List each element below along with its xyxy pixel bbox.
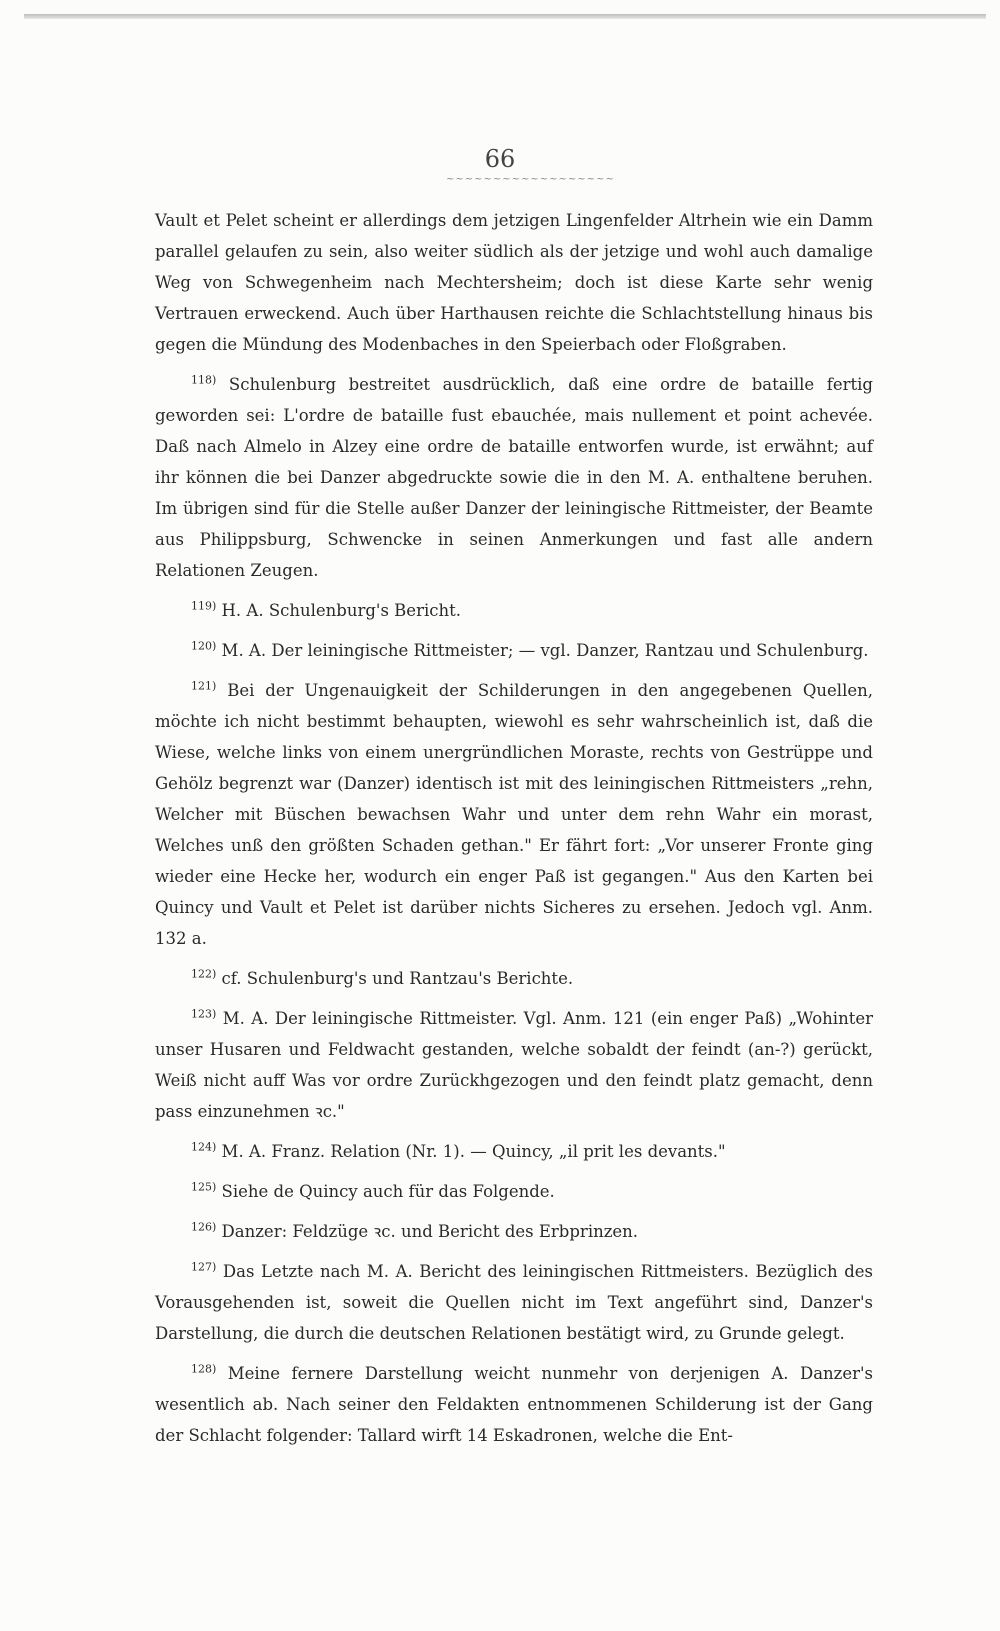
footnote-120 <box>155 635 873 666</box>
footnote-text: M. A. Der leiningische Rittmeister. Vgl. Anm. 121 (ein enger Paß) „Wohinter unser Husaren und Feldwacht gestanden, welche sobaldt der feindt (an-?) gerückt, Weiß nicht auff Was vor ordre Zurückhgezogen und den feindt platz gemacht, denn pass einzunehmen ꝛc." <box>155 1009 873 1121</box>
page-number: 66 <box>484 145 516 173</box>
footnote-number: 128) <box>191 1362 217 1376</box>
footnote-125 <box>155 1176 873 1207</box>
footnote-number: 123) <box>191 1007 217 1021</box>
footnote-121 <box>155 675 873 954</box>
footnote-number: 126) <box>191 1220 217 1234</box>
page-number-ornament: ~~~~~~~~~~~~~~~~~~ <box>446 174 615 185</box>
scan-top-edge <box>24 14 986 19</box>
footnote-124 <box>155 1136 873 1167</box>
footnote-text: cf. Schulenburg's und Rantzau's Berichte. <box>221 969 574 988</box>
footnote-122 <box>155 963 873 994</box>
footnote-number: 118) <box>191 373 217 387</box>
footnote-number: 122) <box>191 967 217 981</box>
footnote-text: Das Letzte nach M. A. Bericht des leiningischen Rittmeisters. Bezüglich des Vorausgehenden ist, soweit die Quellen nicht im Text angeführt sind, Danzer's Darstellung, die durch die deutschen Relationen bestätigt wird, zu Grunde gelegt. <box>155 1262 874 1343</box>
footnote-118 <box>155 369 873 586</box>
footnote-127 <box>155 1256 873 1349</box>
footnote-text: H. A. Schulenburg's Bericht. <box>221 601 461 620</box>
footnote-number: 127) <box>191 1260 217 1274</box>
body-text <box>155 205 873 1460</box>
paragraph-text: Vault et Pelet scheint er allerdings dem jetzigen Lingenfelder Altrhein wie ein Damm parallel gelaufen zu sein, also weiter südlich als der jetzige und wohl auch damalige Weg von Schwegenheim nach Mechtersheim; doch ist diese Karte sehr wenig Vertrauen erweckend. Auch über Harthausen reichte die Schlachtstellung hinaus bis gegen die Mündung des Modenbaches in den Speierbach oder Floßgraben. <box>155 211 873 354</box>
footnote-text: M. A. Franz. Relation (Nr. 1). — Quincy, „il prit les devants." <box>221 1142 726 1161</box>
footnote-number: 121) <box>191 679 217 693</box>
footnote-number: 119) <box>191 599 217 613</box>
footnote-119 <box>155 595 873 626</box>
footnote-text: Schulenburg bestreitet ausdrücklich, daß eine ordre de bataille fertig geworden sei: L'ordre de bataille fust ebauchée, mais nullement et point achevée. Daß nach Almelo in Alzey eine ordre de bataille entworfen wurde, ist erwähnt; auf ihr können die bei Danzer abgedruckte sowie die in den M. A. enthaltene beruhen. Im übrigen sind für die Stelle außer Danzer der leiningische Rittmeister, der Beamte aus Philippsburg, Schwencke in seinen Anmerkungen und fast alle andern Relationen Zeugen. <box>155 375 873 580</box>
footnote-number: 124) <box>191 1140 217 1154</box>
footnote-number: 120) <box>191 639 217 653</box>
footnote-text: M. A. Der leiningische Rittmeister; — vgl. Danzer, Rantzau und Schulenburg. <box>221 641 869 660</box>
footnote-128 <box>155 1358 873 1451</box>
footnote-text: Siehe de Quincy auch für das Folgende. <box>221 1182 555 1201</box>
footnote-123 <box>155 1003 873 1127</box>
footnote-text: Bei der Ungenauigkeit der Schilderungen in den angegebenen Quellen, möchte ich nicht bestimmt behaupten, wiewohl es sehr wahrscheinlich ist, daß die Wiese, welche links von einem unergründlichen Moraste, rechts von Gestrüppe und Gehölz begrenzt war (Danzer) identisch ist mit des leiningischen Rittmeisters „rehn, Welcher mit Büschen bewachsen Wahr und unter dem rehn Wahr ein morast, Welches unß den größten Schaden gethan." Er fährt fort: „Vor unserer Fronte ging wieder eine Hecke her, wodurch ein enger Paß ist gegangen." Aus den Karten bei Quincy und Vault et Pelet ist darüber nichts Sicheres zu ersehen. Jedoch vgl. Anm. 132 a. <box>155 681 874 948</box>
paragraph-continuation <box>155 205 873 360</box>
footnote-number: 125) <box>191 1180 217 1194</box>
footnote-text: Danzer: Feldzüge ꝛc. und Bericht des Erbprinzen. <box>221 1222 639 1241</box>
footnote-text: Meine fernere Darstellung weicht nunmehr von derjenigen A. Danzer's wesentlich ab. Nach seiner den Feldakten entnommenen Schilderung ist der Gang der Schlacht folgender: Tallard wirft 14 Eskadronen, welche die Ent- <box>155 1364 874 1445</box>
footnote-126 <box>155 1216 873 1247</box>
